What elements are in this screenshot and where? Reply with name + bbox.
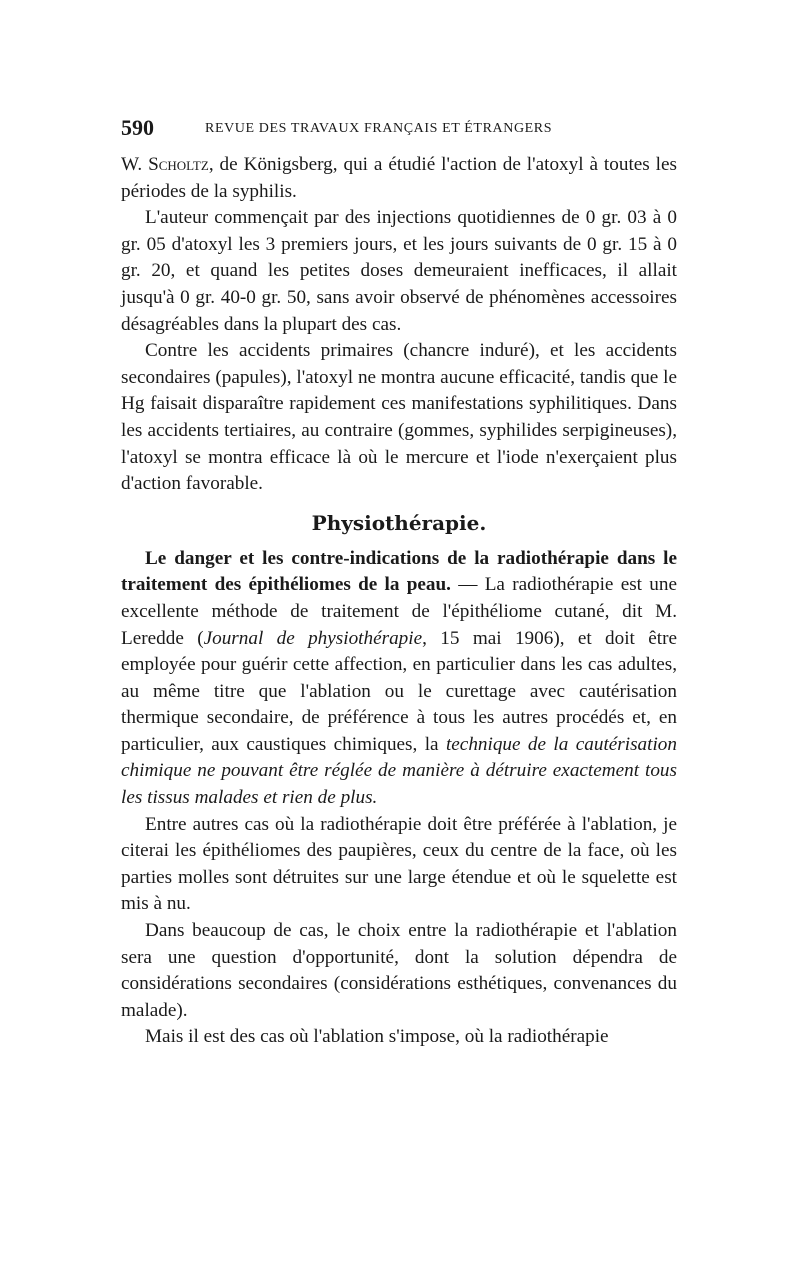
paragraph-ablation: Mais il est des cas où l'ablation s'impose, où la radiothérapie bbox=[145, 1026, 609, 1048]
section-title: Physiothérapie. bbox=[311, 510, 487, 535]
paragraph-cases: Entre autres cas où la radiothérapie doit être préférée à l'ablation, je citerai les épithéliomes des paupières, ceux du centre de la face, où les parties molles sont détruites sur une large étendue et où le squelette est mis à nu. bbox=[121, 813, 677, 915]
author-name: W. Scholtz bbox=[121, 154, 209, 175]
paragraph-text: , de Königsberg, qui a étudié l'action de l'atoxyl à toutes les périodes de la syphilis. bbox=[121, 154, 677, 202]
article-title: Le danger et les contre-indications de la radiothérapie dans le traitement des épithéliomes de la peau. bbox=[121, 547, 677, 596]
paragraph-scholtz bbox=[121, 152, 677, 205]
paragraph-text: — La radiothérapie est une excellente méthode de traitement de l'épithéliome cutané, dit M. Leredde ( bbox=[121, 574, 677, 649]
italic-passage: technique de la cautérisation chimique ne pouvant être réglée de manière à détruire exactement tous les tissus malades et rien de plus. bbox=[121, 733, 677, 809]
paragraph-radiotherapy bbox=[121, 546, 677, 812]
page-body bbox=[121, 152, 677, 1051]
running-head: REVUE DES TRAVAUX FRANÇAIS ET ÉTRANGERS bbox=[205, 121, 553, 136]
paragraph-accidents: Contre les accidents primaires (chancre induré), et les accidents secondaires (papules), l'atoxyl ne montra aucune efficacité, tandis que le Hg faisait disparaître rapidement ces manifestations syphilitiques. Dans les accidents tertiaires, au contraire (gommes, syphilides serpigineuses), l'atoxyl se montra efficace là où le mercure et l'iode n'exerçaient plus d'action favorable. bbox=[121, 340, 677, 495]
paragraph-text: , 15 mai 1906), et doit être employée pour guérir cette affection, en particulier dans les cas adultes, au même titre que l'ablation ou le curettage avec cautérisation thermique secondaire, de préférence à tous les autres procédés et, en particulier, aux caustiques chimiques, la bbox=[121, 627, 677, 755]
journal-title: Journal de physiothérapie bbox=[203, 627, 423, 649]
page-header bbox=[121, 115, 681, 145]
page-number: 590 bbox=[121, 115, 154, 140]
paragraph-choice: Dans beaucoup de cas, le choix entre la radiothérapie et l'ablation sera une question d'opportunité, dont la solution dépendra de considérations secondaires (considérations esthétiques, convenances du malade). bbox=[121, 920, 677, 1021]
paragraph-dosage: L'auteur commençait par des injections quotidiennes de 0 gr. 03 à 0 gr. 05 d'atoxyl les 3 premiers jours, et les jours suivants de 0 gr. 15 à 0 gr. 20, et quand les petites doses demeuraient inefficaces, il allait jusqu'à 0 gr. 40-0 gr. 50, sans avoir observé de phénomènes accessoires désagréables dans la plupart des cas. bbox=[121, 207, 677, 335]
